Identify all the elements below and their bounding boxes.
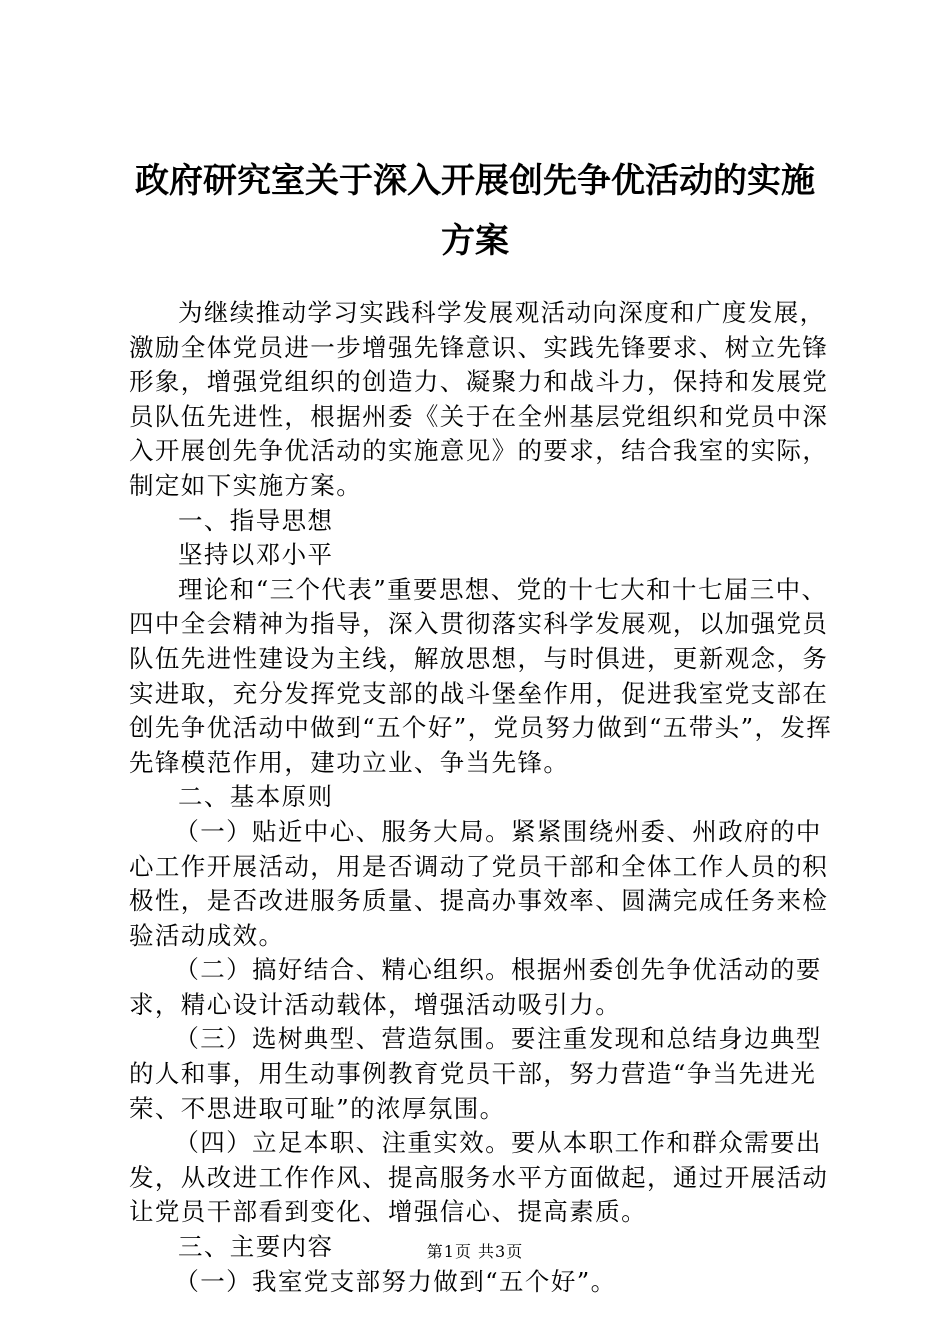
paragraph-fragment: 坚持以邓小平 [178, 540, 334, 570]
section-heading-basic-principles: 二、基本原则 [178, 782, 334, 812]
page-number-footer: 第1页 共3页 [426, 1242, 524, 1261]
principle-4-paragraph: （四）立足本职、注重实效。要从本职工作和群众需要出发，从改进工作作风、提高服务水平方面做起，通过开展活动让党员干部看到变化、增强信心、提高素质。 [129, 1128, 829, 1227]
intro-paragraph: 为继续推动学习实践科学发展观活动向深度和广度发展，激励全体党员进一步增强先锋意识、实践先锋要求、树立先锋形象，增强党组织的创造力、凝聚力和战斗力，保持和发展党员队伍先进性，根据州委《关于在全州基层党组织和党员中深入开展创先争优活动的实施意见》的要求，结合我室的实际，制定如下实施方案。 [129, 298, 829, 500]
principle-3-paragraph: （三）选树典型、营造氛围。要注重发现和总结身边典型的人和事，用生动事例教育党员干部，努力营造“争当先进光荣、不思进取可耻”的浓厚氛围。 [129, 1024, 822, 1123]
document-title-line-2: 方案 [441, 221, 509, 261]
section-heading-guiding-ideology: 一、指导思想 [178, 505, 334, 535]
document-body [129, 296, 834, 1299]
document-title-line-1: 政府研究室关于深入开展创先争优活动的实施 [135, 161, 815, 201]
principle-1-paragraph: （一）贴近中心、服务大局。紧紧围绕州委、州政府的中心工作开展活动，用是否调动了党员干部和全体工作人员的积极性，是否改进服务质量、提高办事效率、圆满完成任务来检验活动成效。 [129, 816, 829, 950]
principle-2-paragraph: （二）搞好结合、精心组织。根据州委创先争优活动的要求，精心设计活动载体，增强活动吸引力。 [129, 955, 822, 1019]
guiding-ideology-paragraph: 理论和“三个代表”重要思想、党的十七大和十七届三中、四中全会精神为指导，深入贯彻落实科学发展观，以加强党员队伍先进性建设为主线，解放思想，与时俱进，更新观念，务实进取，充分发挥党支部的战斗堡垒作用，促进我室党支部在创先争优活动中做到“五个好”，党员努力做到“五带头”，发挥先锋模范作用，建功立业、争当先锋。 [129, 574, 833, 777]
section-heading-main-content: 三、主要内容 [178, 1232, 334, 1262]
main-content-item-1: （一）我室党支部努力做到“五个好”。 [174, 1266, 617, 1296]
